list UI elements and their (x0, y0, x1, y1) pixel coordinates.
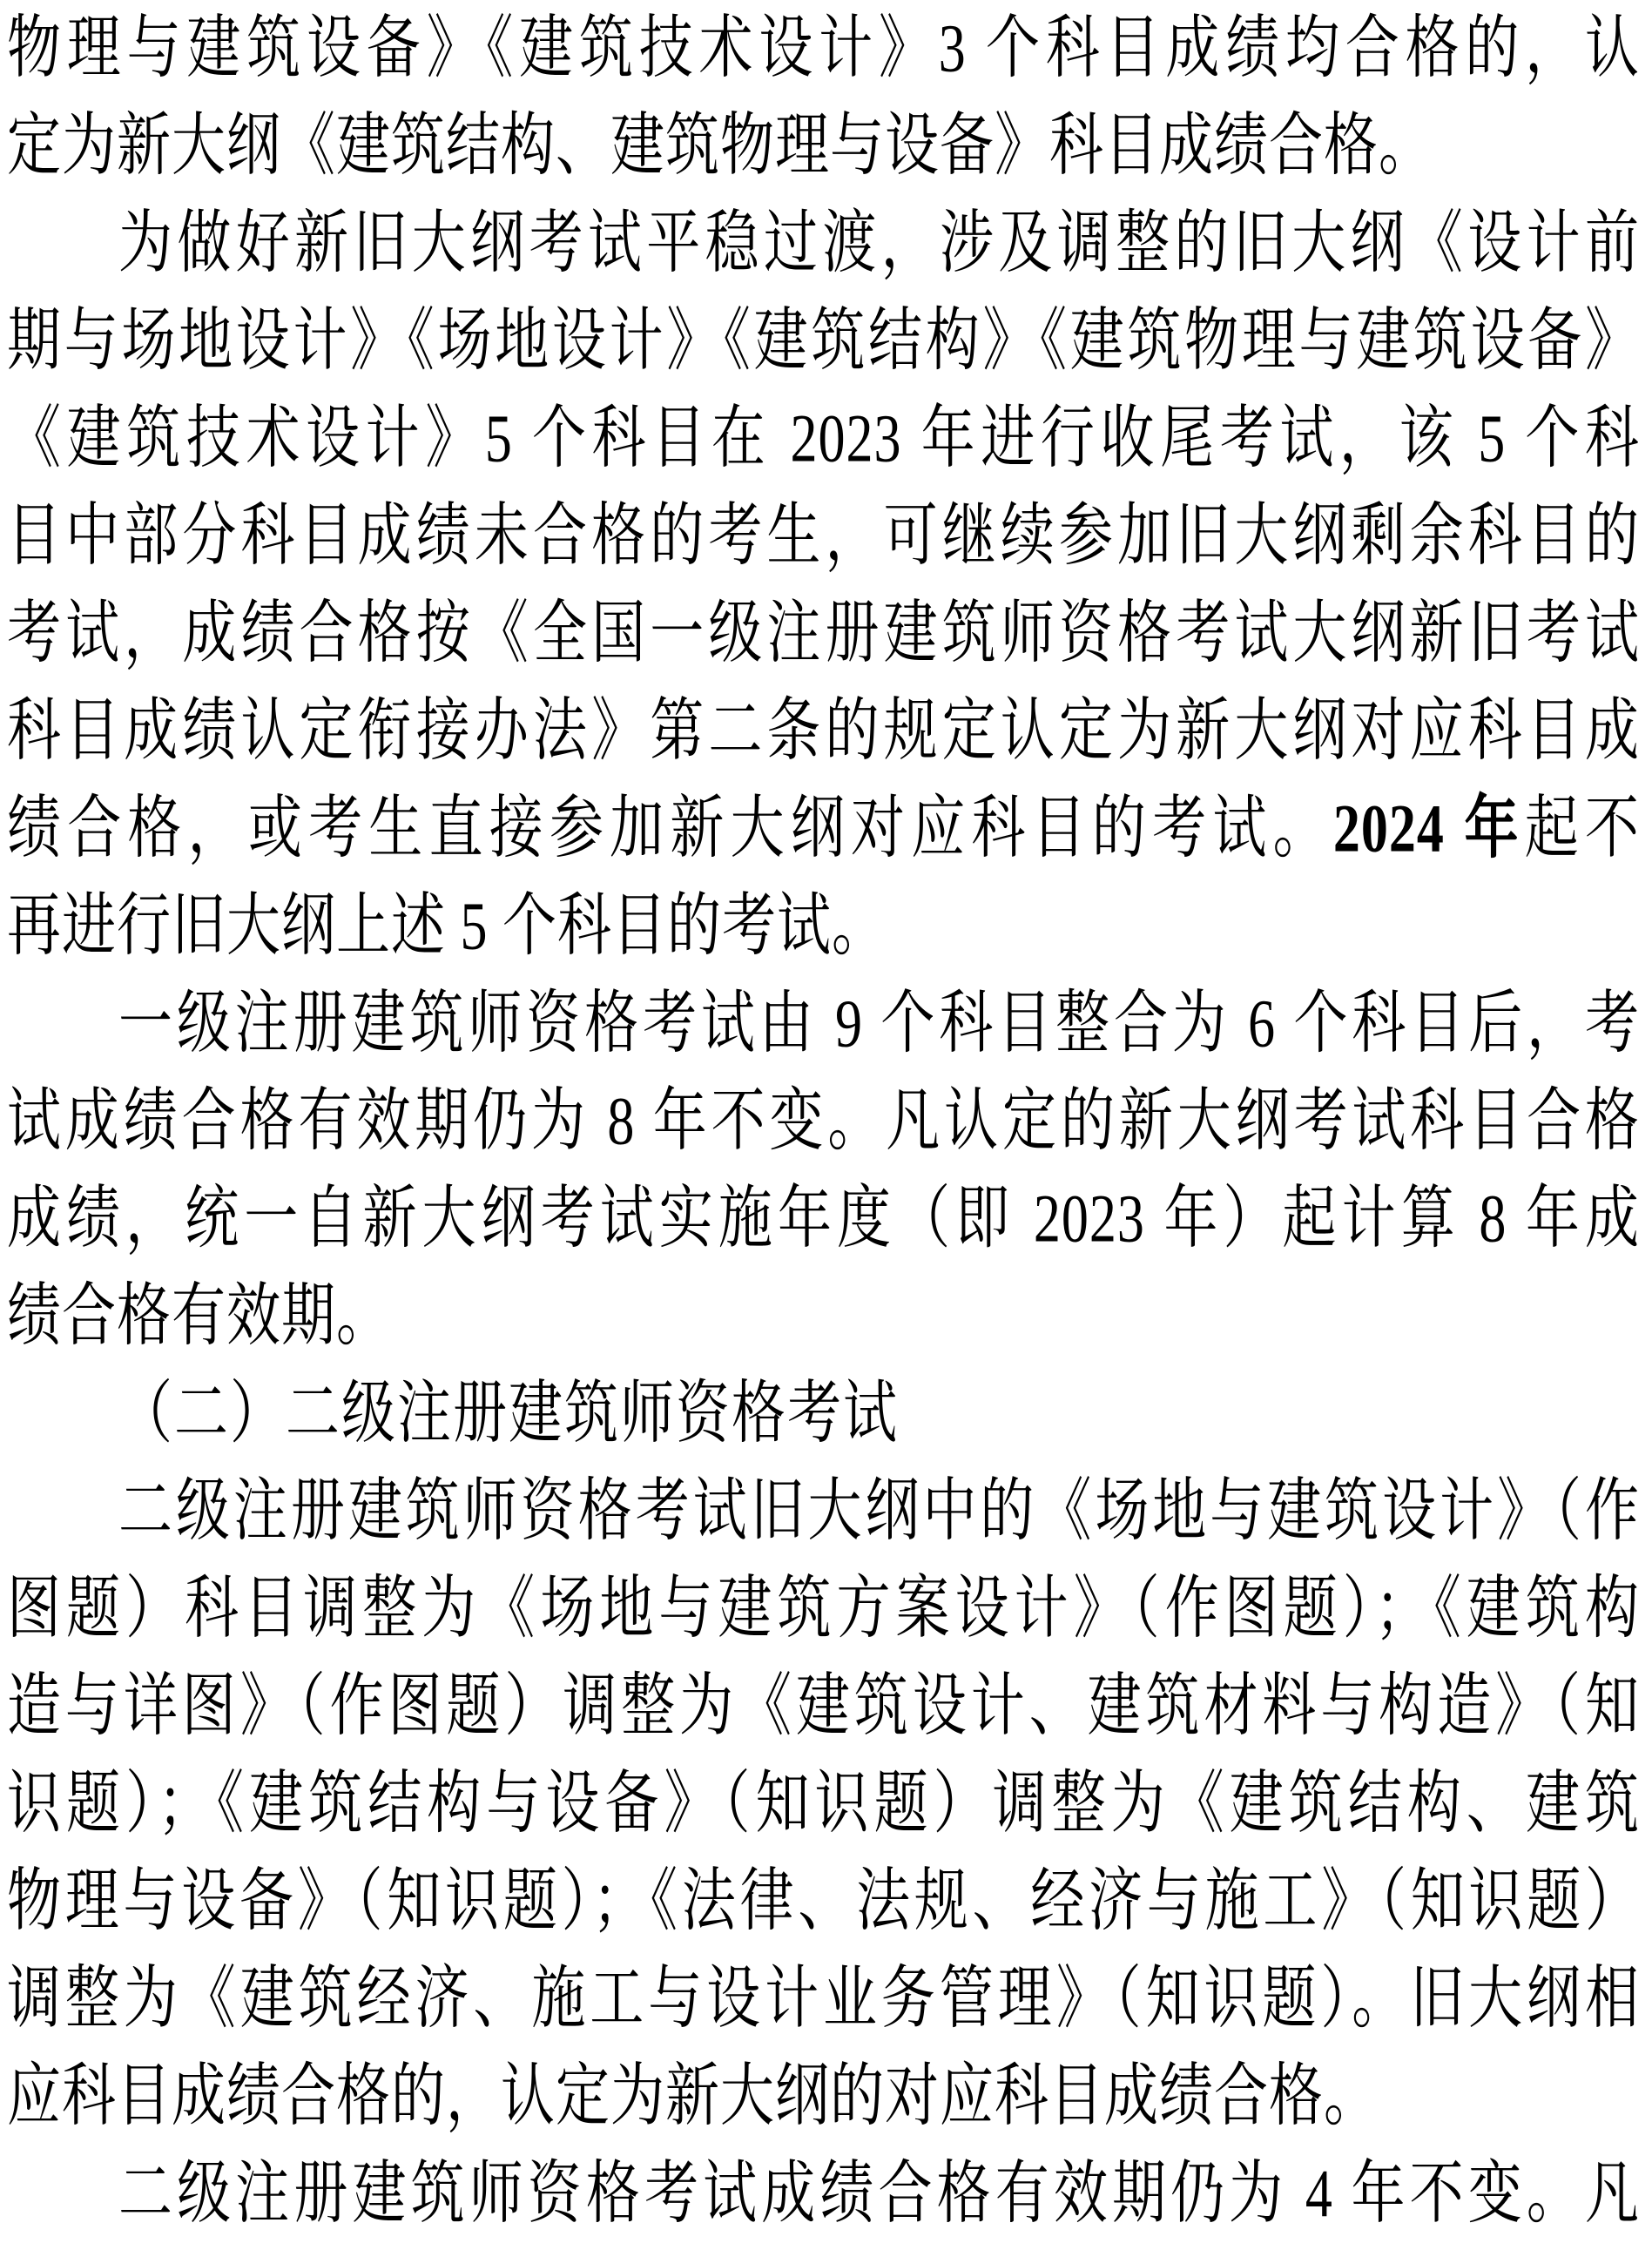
text-run: 造与详图》（作图题）调整为《建筑设计、建筑材料与构造》（知 (7, 1668, 1640, 1745)
text-run: 目中部分科目成绩未合格的考生，可继续参加旧大纲剩余科目的 (7, 498, 1640, 575)
text-run: 再进行旧大纲上述 5 个科目的考试。 (7, 888, 887, 965)
text-run: 成绩，统一自新大纲考试实施年度（即 2023 年）起计算 8 年成 (7, 1181, 1640, 1257)
text-run: 物理与建筑设备》《建筑技术设计》3 个科目成绩均合格的，认 (7, 10, 1640, 87)
text-run: 考试，成绩合格按《全国一级注册建筑师资格考试大纲新旧考试 (7, 596, 1640, 672)
text-run: 起不 (1524, 791, 1640, 867)
text-run: 物理与设备》（知识题）；《法律、法规、经济与施工》（知识题） (7, 1863, 1640, 1940)
text-run: （二）二级注册建筑师资格考试 (118, 1376, 900, 1452)
text-run: 一级注册建筑师资格考试由 9 个科目整合为 6 个科目后，考 (118, 986, 1640, 1062)
text-run: 调整为《建筑经济、施工与设计业务管理》（知识题）。旧大纲相 (7, 1961, 1640, 2038)
text-run: 二级注册建筑师资格考试成绩合格有效期仍为 4 年不变。凡 (118, 2156, 1640, 2233)
text-run: 试成绩合格有效期仍为 8 年不变。凡认定的新大纲考试科目合格 (7, 1083, 1640, 1160)
text-run: 科目成绩认定衔接办法》第二条的规定认定为新大纲对应科目成 (7, 693, 1640, 770)
bold-text: 2024 年 (1332, 791, 1525, 867)
text-run: 图题）科目调整为《场地与建筑方案设计》（作图题）；《建筑构 (7, 1571, 1640, 1647)
text-run: 为做好新旧大纲考试平稳过渡，涉及调整的旧大纲《设计前 (118, 205, 1640, 282)
text-line (7, 2132, 1640, 2243)
text-run: 定为新大纲《建筑结构、建筑物理与设备》科目成绩合格。 (7, 108, 1434, 185)
text-run: 绩合格有效期。 (7, 1278, 392, 1355)
text-run: 绩合格，或考生直接参加新大纲对应科目的考试。 (7, 791, 1333, 867)
text-run: 《建筑技术设计》5 个科目在 2023 年进行收尾考试，该 5 个科 (7, 401, 1640, 477)
text-run: 应科目成绩合格的，认定为新大纲的对应科目成绩合格。 (7, 2058, 1379, 2135)
text-run: 二级注册建筑师资格考试旧大纲中的《场地与建筑设计》（作 (118, 1473, 1640, 1550)
text-run: 期与场地设计》《场地设计》《建筑结构》《建筑物理与建筑设备》 (7, 303, 1640, 380)
text-run: 识题）；《建筑结构与设备》（知识题）调整为《建筑结构、建筑 (7, 1766, 1640, 1842)
